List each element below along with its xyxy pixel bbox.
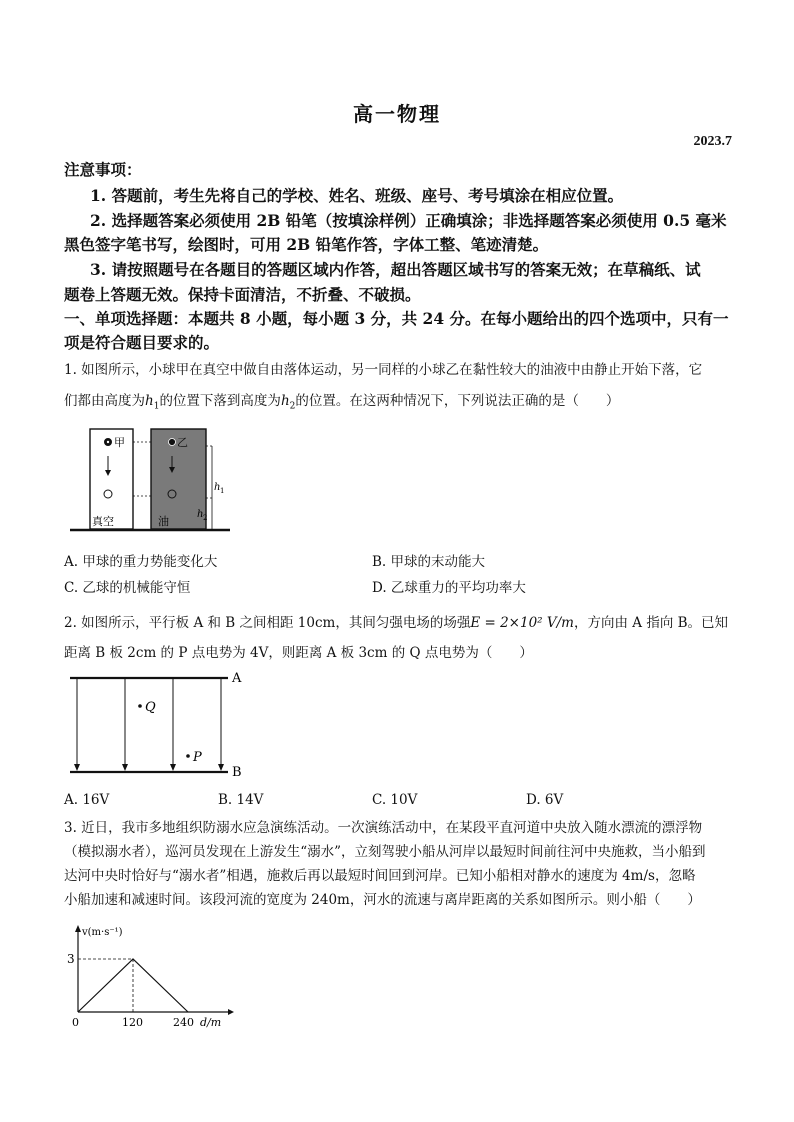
notice-item-2a: 2. 选择题答案必须使用 2B 铅笔（按填涂样例）正确填涂；非选择题答案必须使用 0.5 毫米 [90,211,727,230]
q2-option-b: B. 14V [218,792,264,808]
q1-figure [66,424,236,536]
q1-h1-sub: 1 [153,401,160,412]
y-axis-label: v(m·s⁻¹) [82,927,123,938]
q1-option-b: B. 甲球的末动能大 [372,554,486,570]
point-p [186,754,190,758]
exam-date: 2023.7 [693,134,732,149]
notice-item-3b: 题卷上答题无效。保持卡面清洁，不折叠、不破损。 [64,285,421,304]
field-arrowheads [74,764,224,771]
q2-stem-pre: 2. 如图所示，平行板 A 和 B 之间相距 10cm，其间匀强电场的场强 [64,615,471,631]
notice-item-2b: 黑色签字笔书写，绘图时，可用 2B 铅笔作答，字体工整、笔迹清楚。 [64,235,549,254]
q2-stem-post: ，方向由 A 指向 B。已知 [573,615,729,631]
vacuum-tube [90,429,133,529]
label-oil: 油 [158,515,169,528]
q1-stem-line2 [64,389,736,412]
q2-figure [66,668,256,780]
x-tick-label-1: 120 [122,1016,143,1029]
q1-h2-sub: 2 [289,401,296,412]
q1-option-a: A. 甲球的重力势能变化大 [64,554,218,570]
label-q: Q [145,700,156,715]
q1-h1: h [145,393,154,409]
q3-graph [58,922,248,1032]
notice-heading: 注意事项： [64,160,142,179]
label-plate-a: A [232,671,242,686]
y-tick-label: 3 [67,952,75,966]
label-h1: h [214,482,221,493]
notice-item-1: 1. 答题前，考生先将自己的学校、姓名、班级、座号、考号填涂在相应位置。 [90,186,624,205]
x-axis-arrow [228,1009,234,1015]
ball-jia-highlight [107,441,109,443]
x-axis-label: d/m [200,1016,222,1029]
q1-option-d: D. 乙球重力的平均功率大 [372,580,526,596]
q2-option-d: D. 6V [526,792,564,808]
q1-stem-mid: 的位置下落到高度为 [159,393,281,409]
notice-item-3a: 3. 请按照题号在各题目的答题区域内作答，超出答题区域书写的答案无效；在草稿纸、试 [90,260,701,279]
q2-stem-line2: 距离 B 板 2cm 的 P 点电势为 4V，则距离 A 板 3cm 的 Q 点电势为（ ） [64,645,533,661]
section-heading-1: 一、单项选择题：本题共 8 小题，每小题 3 分，共 24 分。在每小题给出的四个选项中，只有一 [64,309,729,328]
q3-stem-line1: 3. 近日，我市多地组织防溺水应急演练活动。一次演练活动中，在某段平直河道中央放入随水漂流的漂浮物 [64,820,703,836]
label-p: P [193,750,202,765]
q1-h2: h [280,393,290,409]
q1-option-c: C. 乙球的机械能守恒 [64,580,191,596]
q1-stem-post: 的位置。在这两种情况下，下列说法正确的是（ ） [295,393,620,409]
section-heading-1b: 项是符合题目要求的。 [64,333,220,352]
label-jia: 甲 [114,436,125,449]
q2-formula: E = 2×10² V/m [470,615,574,631]
x-tick-label-2: 240 [173,1016,194,1029]
origin-label: 0 [72,1016,79,1029]
label-plate-b: B [232,765,242,780]
label-vacuum: 真空 [92,515,114,528]
label-h2-sub: 2 [203,514,208,522]
label-h1-sub: 1 [220,487,225,495]
point-q [138,704,142,708]
q3-stem-line4: 小船加速和减速时间。该段河流的宽度为 240m，河水的流速与离岸距离的关系如图所示。则小船（ ） [64,892,701,908]
q2-option-a: A. 16V [64,792,110,808]
q1-stem-pre: 们都由高度为 [64,393,145,409]
y-axis-arrow [75,925,81,932]
ball-yi-start [169,439,176,446]
page-title: 高一物理 [353,102,441,126]
q3-stem-line2: （模拟溺水者），巡河员发现在上游发生“溺水”，立刻驾驶小船从河岸以最短时间前往河中央施救，当小船到 [64,844,706,860]
q1-stem-line1: 1. 如图所示，小球甲在真空中做自由落体运动，另一同样的小球乙在黏性较大的油液中由静止开始下落，它 [64,362,703,378]
q2-option-c: C. 10V [372,792,418,808]
label-yi: 乙 [177,436,188,449]
ball-jia-end [104,490,112,498]
label-h2: h [197,509,204,520]
q2-stem-line1 [64,611,736,631]
q3-stem-line3: 达河中央时恰好与“溺水者”相遇，施救后再以最短时间回到河岸。已知小船相对静水的速度为 4m/s，忽略 [64,868,696,884]
